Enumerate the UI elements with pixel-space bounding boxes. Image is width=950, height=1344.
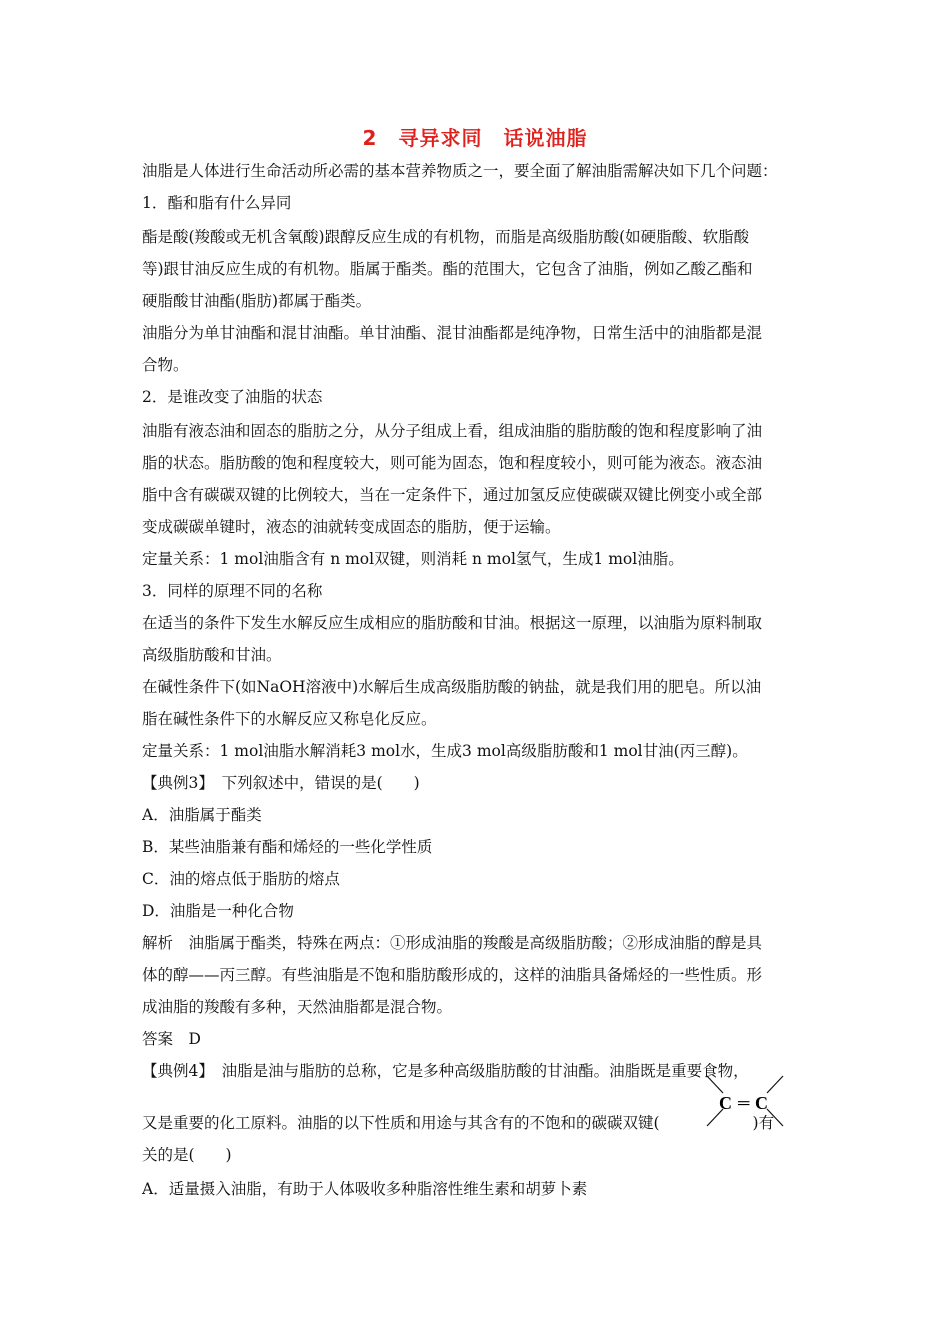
carbon-atom-left: C <box>719 1093 732 1113</box>
analysis-line: 解析 油脂属于酯类，特殊在两点：①形成油脂的羧酸是高级脂肪酸；②形成油脂的醇是具 <box>142 934 763 952</box>
paragraph-line: 定量关系：1 mol油脂含有 n mol双键，则消耗 n mol氢气，生成1 mol油脂。 <box>142 550 684 568</box>
paragraph-line: 合物。 <box>142 356 189 374</box>
option-d: D．油脂是一种化合物 <box>142 902 294 920</box>
paragraph-line: 定量关系：1 mol油脂水解消耗3 mol水，生成3 mol高级脂肪酸和1 mol甘油(丙三醇)。 <box>142 742 748 760</box>
paragraph-line: 油脂有液态油和固态的脂肪之分，从分子组成上看，组成油脂的脂肪酸的饱和程度影响了油 <box>142 422 763 440</box>
example-3-heading: 【典例3】 下列叙述中，错误的是( ) <box>142 774 420 792</box>
paragraph-line: 又是重要的化工原料。油脂的以下性质和用途与其含有的不饱和的碳碳双键( )有 <box>142 1114 775 1132</box>
analysis-line: 体的醇——丙三醇。有些油脂是不饱和脂肪酸形成的，这样的油脂具备烯烃的一些性质。形 <box>142 966 763 984</box>
paragraph-line: 在碱性条件下(如NaOH溶液中)水解后生成高级脂肪酸的钠盐，就是我们用的肥皂。所以油 <box>142 678 762 696</box>
double-bond: ═ <box>738 1095 750 1112</box>
option-a: A．油脂属于酯类 <box>142 806 262 824</box>
section-heading-2: 2．是谁改变了油脂的状态 <box>142 388 323 406</box>
option-b: B．某些油脂兼有酯和烯烃的一些化学性质 <box>142 838 433 856</box>
paragraph-line: 酯是酸(羧酸或无机含氧酸)跟醇反应生成的有机物，而脂是高级脂肪酸(如硬脂酸、软脂酸 <box>142 228 750 246</box>
paragraph-line: 等)跟甘油反应生成的有机物。脂属于酯类。酯的范围大，它包含了油脂，例如乙酸乙酯和 <box>142 260 753 278</box>
intro-line: 油脂是人体进行生命活动所必需的基本营养物质之一，要全面了解油脂需解决如下几个问题： <box>142 162 778 180</box>
section-heading-3: 3．同样的原理不同的名称 <box>142 582 323 600</box>
paragraph-line: 脂在碱性条件下的水解反应又称皂化反应。 <box>142 710 437 728</box>
paragraph-line: 在适当的条件下发生水解反应生成相应的脂肪酸和甘油。根据这一原理，以油脂为原料制取 <box>142 614 763 632</box>
paragraph-line: 硬脂酸甘油酯(脂肪)都属于酯类。 <box>142 292 372 310</box>
option-a: A．适量摄入油脂，有助于人体吸收多种脂溶性维生素和胡萝卜素 <box>142 1180 588 1198</box>
paragraph-line: 高级脂肪酸和甘油。 <box>142 646 282 664</box>
answer-line: 答案 D <box>142 1030 201 1048</box>
carbon-atom-right: C <box>755 1093 768 1113</box>
paragraph-line: 脂中含有碳碳双键的比例较大，当在一定条件下，通过加氢反应使碳碳双键比例变小或全部 <box>142 486 763 504</box>
paragraph-line: 变成碳碳单键时，液态的油就转变成固态的脂肪，便于运输。 <box>142 518 561 536</box>
analysis-line: 成油脂的羧酸有多种，天然油脂都是混合物。 <box>142 998 453 1016</box>
paragraph-line: 脂的状态。脂肪酸的饱和程度较大，则可能为固态，饱和程度较小，则可能为液态。液态油 <box>142 454 763 472</box>
paragraph-line: 油脂分为单甘油酯和混甘油酯。单甘油酯、混甘油酯都是纯净物，日常生活中的油脂都是混 <box>142 324 763 342</box>
page-title: 2 寻异求同 话说油脂 <box>362 126 588 150</box>
example-4-heading: 【典例4】 油脂是油与脂肪的总称，它是多种高级脂肪酸的甘油酯。油脂既是重要食物， <box>142 1062 749 1080</box>
section-heading-1: 1．酯和脂有什么异同 <box>142 194 292 212</box>
option-c: C．油的熔点低于脂肪的熔点 <box>142 870 340 888</box>
carbon-double-bond-structure <box>697 1068 793 1138</box>
paragraph-line: 关的是( ) <box>142 1146 232 1164</box>
